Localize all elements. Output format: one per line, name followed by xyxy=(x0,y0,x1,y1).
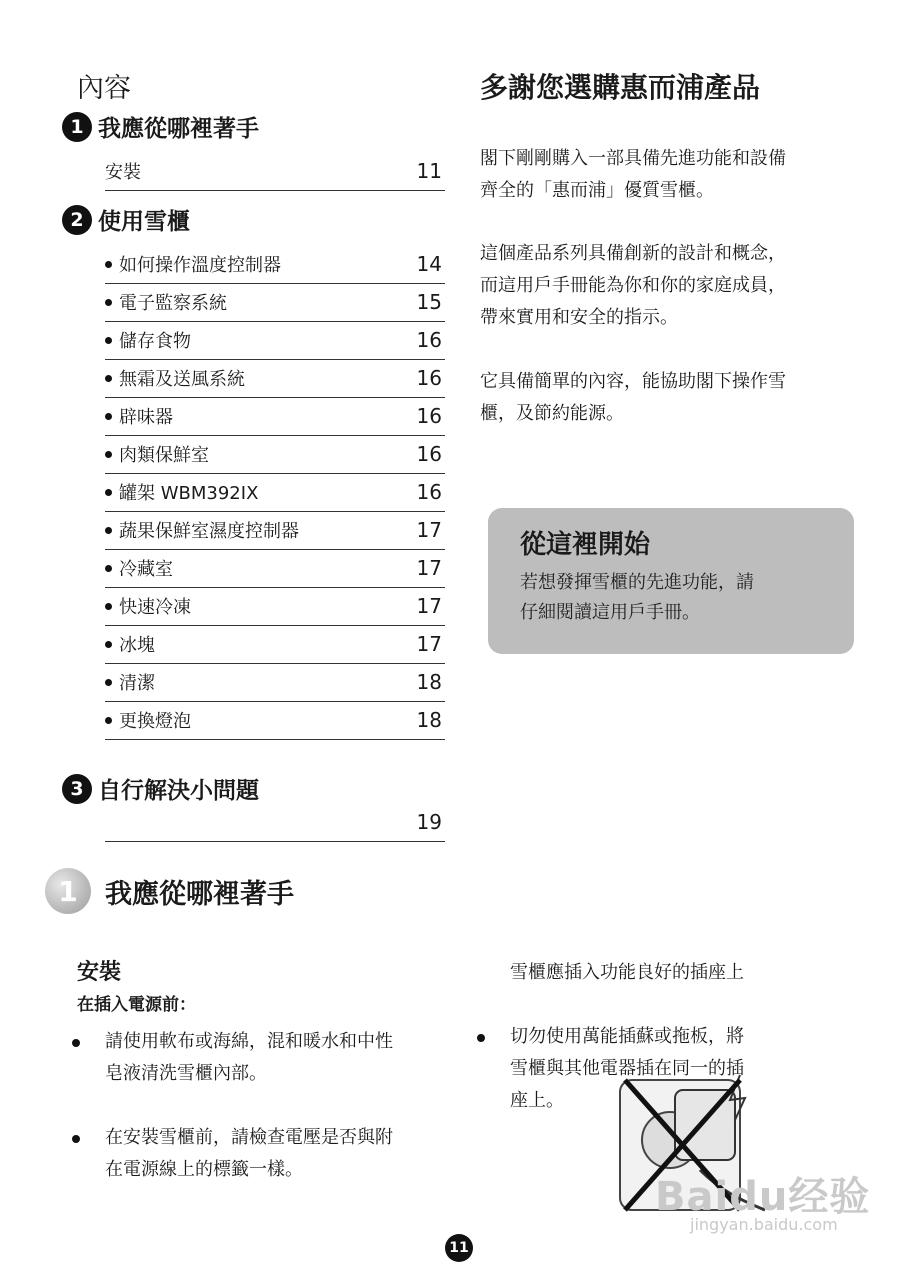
text-line: 若想發揮雪櫃的先進功能，請 xyxy=(520,572,754,593)
toc-row-page: 19 xyxy=(416,810,442,834)
toc-row[interactable] xyxy=(105,473,445,512)
bullet-icon xyxy=(105,679,112,686)
text-line: 切勿使用萬能插蘇或拖板，將 xyxy=(510,1026,744,1047)
watermark-url: jingyan.baidu.com xyxy=(690,1215,838,1234)
bullet-icon xyxy=(105,413,112,420)
bullet-icon xyxy=(105,603,112,610)
text-line: 齊全的「惠而浦」優質雪櫃。 xyxy=(480,180,714,201)
toc-section-3-heading xyxy=(62,772,259,805)
toc-row[interactable] xyxy=(105,397,445,436)
toc-row[interactable] xyxy=(105,245,445,284)
page-number: 11 xyxy=(445,1234,473,1262)
toc-row[interactable] xyxy=(105,359,445,398)
toc-row-label: 儲存食物 xyxy=(119,331,191,352)
section-number-badge: 1 xyxy=(45,868,91,914)
toc-row-page: 17 xyxy=(416,594,442,618)
bullet-icon xyxy=(105,641,112,648)
bullet-icon xyxy=(72,1135,80,1143)
toc-row-label: 辟味器 xyxy=(119,407,173,428)
list-item xyxy=(72,1122,452,1186)
text-line: 雪櫃與其他電器插在同一的插 xyxy=(510,1058,744,1079)
toc-row-page: 16 xyxy=(416,328,442,352)
toc-row-page: 14 xyxy=(416,252,442,276)
toc-row-page: 17 xyxy=(416,632,442,656)
bullet-icon xyxy=(105,527,112,534)
toc-row-page: 16 xyxy=(416,366,442,390)
baidu-watermark-logo xyxy=(655,1165,870,1222)
toc-row[interactable] xyxy=(105,625,445,664)
before-plugging-heading: 在插入電源前： xyxy=(77,995,196,1015)
bullet-icon xyxy=(105,717,112,724)
callout-text xyxy=(520,568,820,628)
intro-paragraph-2 xyxy=(480,238,860,334)
watermark-cn: 经验 xyxy=(788,1174,871,1220)
toc-row-page: 16 xyxy=(416,480,442,504)
toc-row[interactable] xyxy=(105,152,445,191)
text-line: 皂液清洗雪櫃內部。 xyxy=(105,1063,267,1084)
toc-row-page: 11 xyxy=(416,159,442,183)
toc-row[interactable] xyxy=(105,587,445,626)
toc-row-page: 15 xyxy=(416,290,442,314)
toc-row-label: 快速冷凍 xyxy=(119,597,191,618)
bullet-icon xyxy=(105,489,112,496)
start-here-callout xyxy=(488,508,854,654)
section-title: 我應從哪裡著手 xyxy=(105,878,294,910)
intro-paragraph-1 xyxy=(480,143,860,207)
bullet-icon xyxy=(105,451,112,458)
text-line: 座上。 xyxy=(510,1090,564,1111)
toc-row-label: 蔬果保鮮室濕度控制器 xyxy=(119,521,299,542)
toc-row-label: 如何操作溫度控制器 xyxy=(119,255,281,276)
text-line: 在安裝雪櫃前，請檢查電壓是否與附 xyxy=(105,1127,393,1148)
text-line: 在電源線上的標籤一樣。 xyxy=(105,1159,303,1180)
socket-note: 雪櫃應插入功能良好的插座上 xyxy=(510,962,744,983)
toc-section-title: 我應從哪裡著手 xyxy=(98,116,259,142)
toc-row-label: 清潔 xyxy=(119,673,155,694)
toc-row[interactable] xyxy=(105,435,445,474)
toc-row-label: 冰塊 xyxy=(119,635,155,656)
text-line: 它具備簡單的內容，能協助閣下操作雪 xyxy=(480,371,786,392)
callout-title: 從這裡開始 xyxy=(520,530,651,560)
bullet-icon xyxy=(105,337,112,344)
toc-section-title: 使用雪櫃 xyxy=(98,209,190,235)
bullet-icon xyxy=(72,1039,80,1047)
toc-row-label: 罐架 WBM392IX xyxy=(119,483,259,504)
bullet-icon xyxy=(105,261,112,268)
installation-heading: 安裝 xyxy=(77,960,122,985)
bullet-icon xyxy=(477,1034,485,1042)
bullet-icon xyxy=(105,565,112,572)
toc-row[interactable] xyxy=(105,701,445,740)
section-number-badge: 1 xyxy=(62,112,92,142)
toc-row-label: 冷藏室 xyxy=(119,559,173,580)
text-line: 這個產品系列具備創新的設計和概念， xyxy=(480,243,786,264)
toc-row-label: 電子監察系統 xyxy=(119,293,227,314)
bullet-icon xyxy=(105,375,112,382)
watermark-brand: Baidu xyxy=(655,1174,789,1220)
intro-title: 多謝您選購惠而浦產品 xyxy=(480,71,761,104)
text-line: 而這用戶手冊能為你和你的家庭成員， xyxy=(480,275,786,296)
toc-row-label: 無霜及送風系統 xyxy=(119,369,245,390)
toc-row-page: 17 xyxy=(416,556,442,580)
bullet-icon xyxy=(105,299,112,306)
toc-section-1-heading xyxy=(62,110,259,143)
toc-row-page: 18 xyxy=(416,708,442,732)
section-number-badge: 3 xyxy=(62,774,92,804)
text-line: 仔細閱讀這用戶手冊。 xyxy=(520,602,700,623)
section-number-badge: 2 xyxy=(62,205,92,235)
toc-row-label: 肉類保鮮室 xyxy=(119,445,209,466)
toc-row[interactable] xyxy=(105,283,445,322)
toc-row[interactable] xyxy=(105,321,445,360)
toc-row-page: 16 xyxy=(416,404,442,428)
toc-row-page: 18 xyxy=(416,670,442,694)
list-item xyxy=(72,1026,452,1090)
toc-row-page: 16 xyxy=(416,442,442,466)
text-line: 帶來實用和安全的指示。 xyxy=(480,307,678,328)
text-line: 請使用軟布或海綿，混和暖水和中性 xyxy=(105,1031,393,1052)
toc-row[interactable] xyxy=(105,663,445,702)
text-line: 閣下剛剛購入一部具備先進功能和設備 xyxy=(480,148,786,169)
text-line: 櫃，及節約能源。 xyxy=(480,403,624,424)
section-1-heading xyxy=(45,868,294,914)
toc-row-page: 17 xyxy=(416,518,442,542)
toc-row-label: 安裝 xyxy=(105,162,141,183)
toc-row[interactable] xyxy=(105,549,445,588)
toc-row-label: 更換燈泡 xyxy=(119,711,191,732)
toc-title: 內容 xyxy=(77,73,131,104)
toc-section-title: 自行解決小問題 xyxy=(98,778,259,804)
toc-section-2-heading xyxy=(62,203,190,236)
toc-row[interactable] xyxy=(105,511,445,550)
intro-paragraph-3 xyxy=(480,366,860,430)
toc-row[interactable] xyxy=(105,803,445,842)
